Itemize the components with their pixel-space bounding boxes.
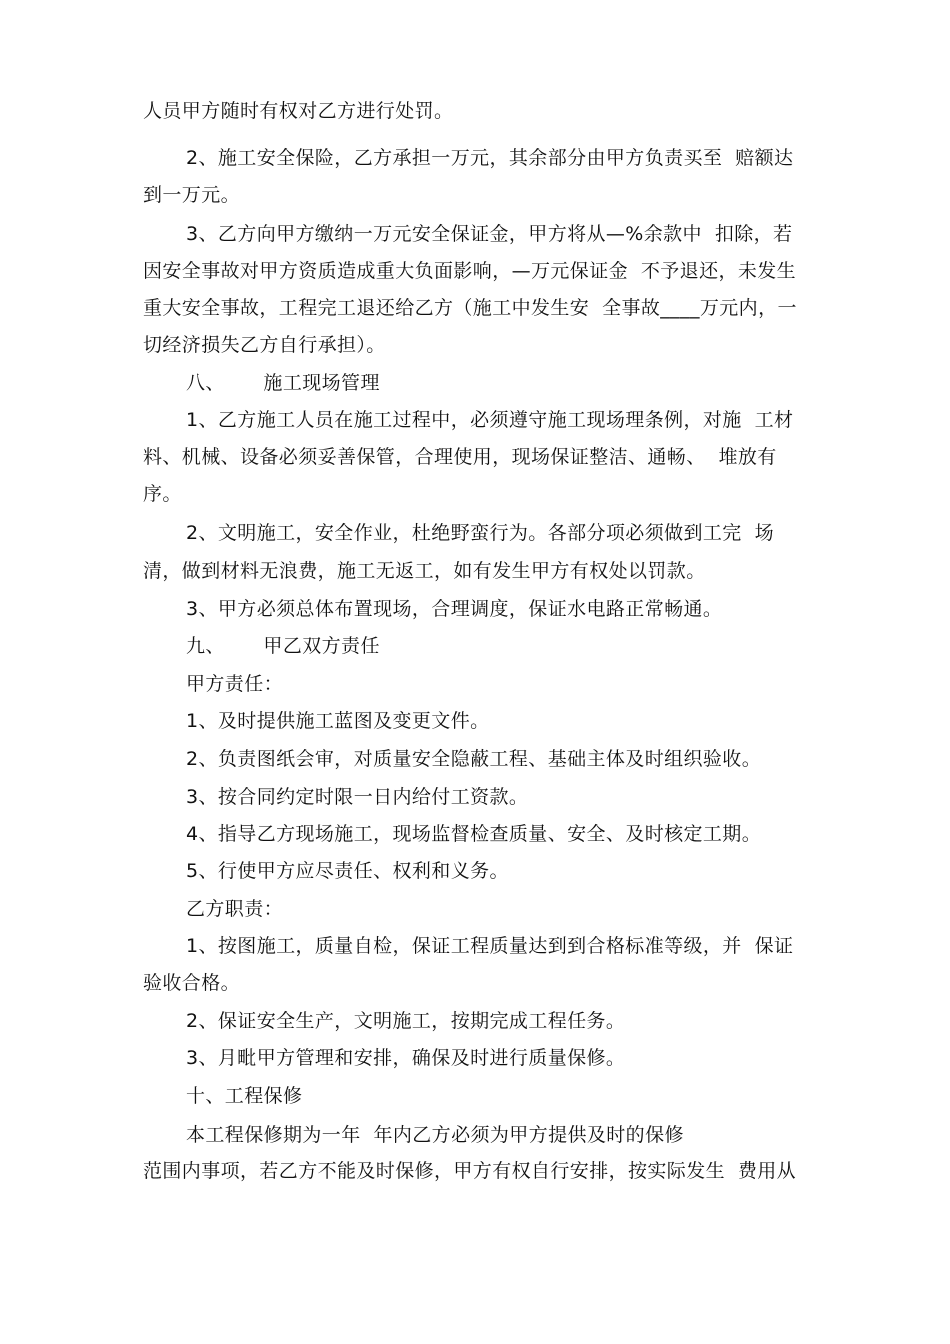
text-line: 2、负责图纸会审，对质量安全隐蔽工程、基础主体及时组织验收。 [186, 748, 762, 770]
text-line: 切经济损失乙方自行承担）。 [143, 334, 386, 356]
text-line: 重大安全事故，工程完工退还给乙方（施工中发生安 全事故____万元内，一 [143, 297, 797, 319]
text-line: 1、及时提供施工蓝图及变更文件。 [186, 710, 490, 732]
text-line: 3、乙方向甲方缴纳一万元安全保证金，甲方将从—%余款中 扣除，若 [186, 223, 793, 245]
text-line: 因安全事故对甲方资质造成重大负面影响，—万元保证金 不予退还，未发生 [143, 260, 797, 282]
text-line: 3、按合同约定时限一日内给付工资款。 [186, 786, 529, 808]
text-line: 3、月毗甲方管理和安排，确保及时进行质量保修。 [186, 1047, 626, 1069]
text-line: 本工程保修期为一年 年内乙方必须为甲方提供及时的保修 [186, 1124, 684, 1146]
section-heading: 十、工程保修 [186, 1085, 303, 1107]
text-line: 5、行使甲方应尽责任、权利和义务。 [186, 860, 509, 882]
text-line: 1、乙方施工人员在施工过程中，必须遵守施工现场理条例，对施 工材 [186, 409, 794, 431]
text-line: 2、施工安全保险，乙方承担一万元，其余部分由甲方负责买至 赔额达 [186, 147, 794, 169]
text-line: 范围内事项，若乙方不能及时保修，甲方有权自行安排，按实际发生 费用从 [143, 1160, 797, 1182]
text-line: 人员甲方随时有权对乙方进行处罚。 [143, 100, 454, 122]
text-line: 2、文明施工，安全作业，杜绝野蛮行为。各部分项必须做到工完 场 [186, 522, 774, 544]
text-line: 1、按图施工，质量自检，保证工程质量达到到合格标准等级，并 保证 [186, 935, 794, 957]
subheading: 乙方职责： [186, 898, 284, 920]
text-line: 2、保证安全生产，文明施工，按期完成工程任务。 [186, 1010, 626, 1032]
text-line: 验收合格。 [143, 972, 241, 994]
text-line: 清，做到材料无浪费，施工无返工，如有发生甲方有权处以罚款。 [143, 560, 706, 582]
text-line: 3、甲方必须总体布置现场，合理调度，保证水电路正常畅通。 [186, 598, 723, 620]
text-line: 序。 [143, 483, 182, 505]
text-line: 料、机械、设备必须妥善保管，合理使用，现场保证整洁、通畅、 堆放有 [143, 446, 777, 468]
text-line: 到一万元。 [143, 184, 241, 206]
text-line: 4、指导乙方现场施工，现场监督检查质量、安全、及时核定工期。 [186, 823, 762, 845]
subheading: 甲方责任： [186, 673, 284, 695]
section-heading: 八、 施工现场管理 [186, 372, 380, 394]
section-heading: 九、 甲乙双方责任 [186, 635, 380, 657]
